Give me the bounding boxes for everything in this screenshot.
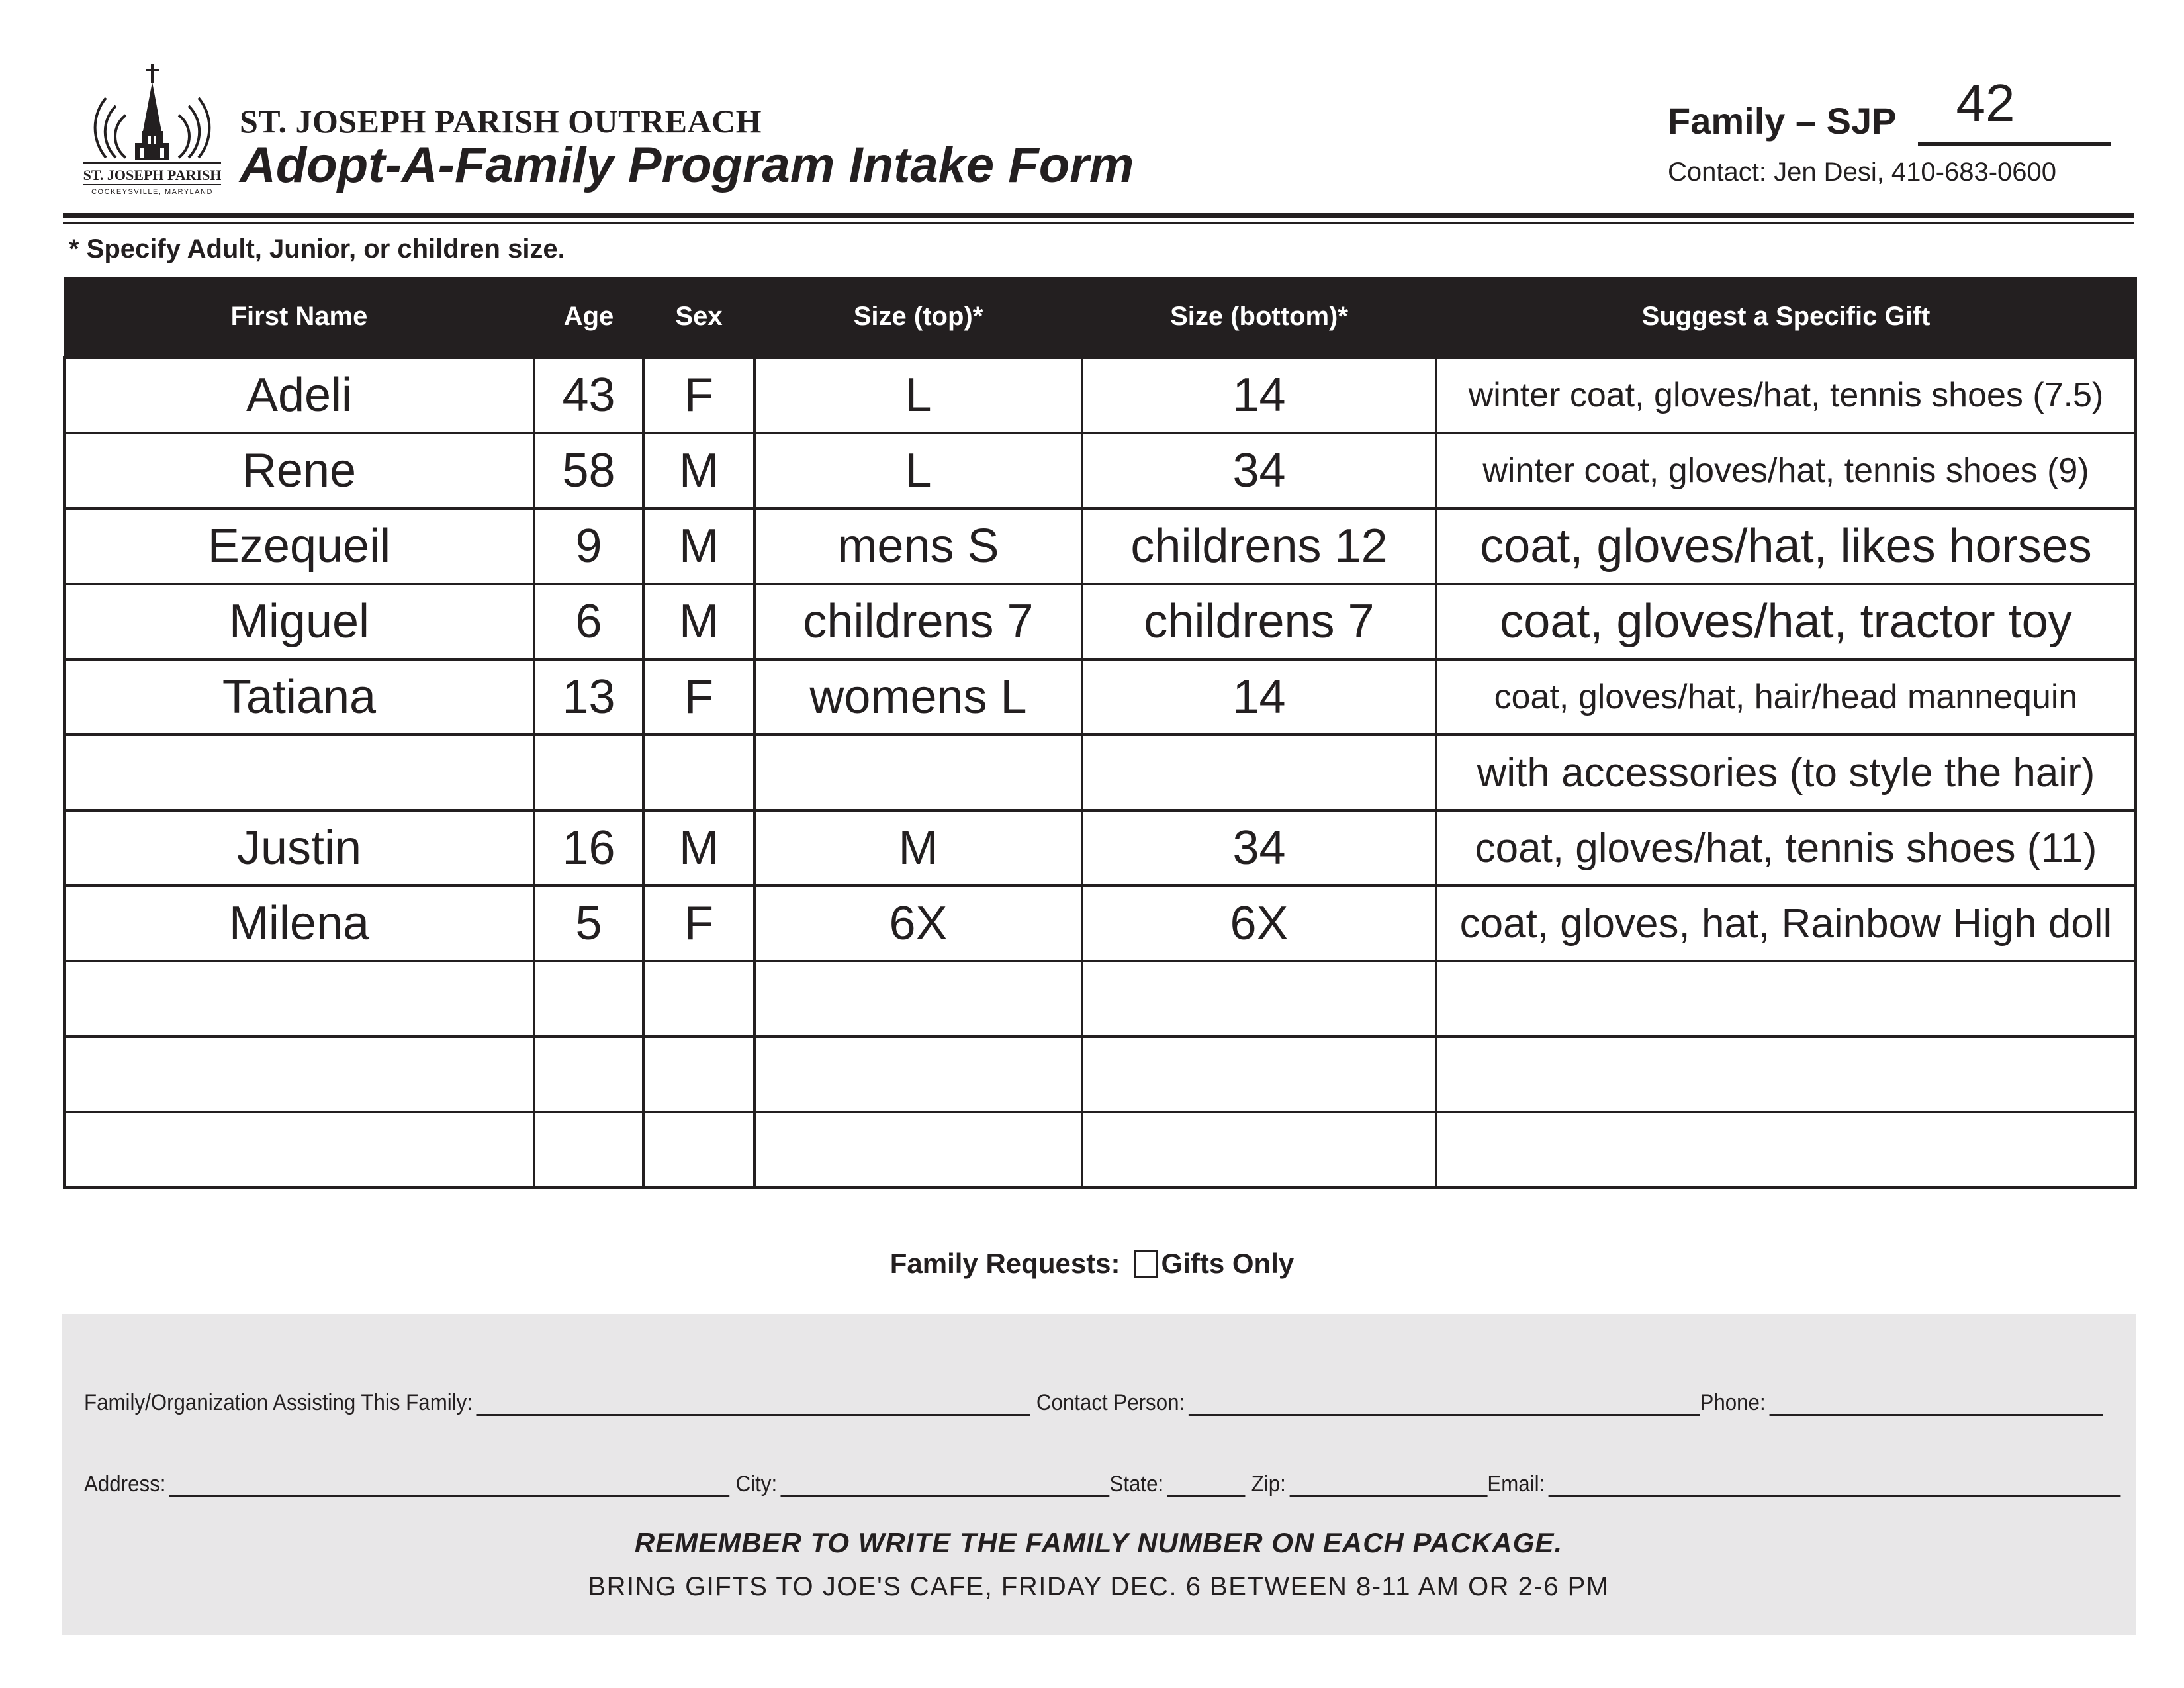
table-row [64,1037,2136,1112]
cell-age[interactable]: 6 [534,584,643,659]
cell-first-name[interactable] [64,735,534,810]
cell-size-bottom[interactable]: 6X [1082,886,1436,961]
cell-first-name[interactable]: Rene [64,433,534,508]
cell-size-top[interactable]: childrens 7 [754,584,1082,659]
cell-size-bottom[interactable]: 14 [1082,357,1436,433]
cell-age[interactable]: 13 [534,659,643,735]
cell-gift[interactable]: winter coat, gloves/hat, tennis shoes (9) [1436,433,2136,508]
cell-size-bottom[interactable]: childrens 7 [1082,584,1436,659]
cell-size-top[interactable]: L [754,433,1082,508]
cell-gift[interactable]: coat, gloves/hat, tractor toy [1436,584,2136,659]
cell-sex[interactable]: M [643,433,754,508]
cell-size-top[interactable] [754,1037,1082,1112]
cell-first-name[interactable]: Ezequeil [64,508,534,584]
column-header-size-bottom: Size (bottom)* [1082,277,1436,357]
cell-size-top[interactable] [754,1112,1082,1188]
cell-first-name[interactable] [64,961,534,1037]
cell-size-top[interactable]: womens L [754,659,1082,735]
cell-sex[interactable] [643,735,754,810]
cell-size-top[interactable] [754,961,1082,1037]
cell-age[interactable] [534,1112,643,1188]
cell-gift[interactable] [1436,1037,2136,1112]
cell-first-name[interactable]: Milena [64,886,534,961]
header-divider-thin [63,222,2134,224]
column-header-age: Age [534,277,643,357]
size-note: * Specify Adult, Junior, or children size. [69,234,565,263]
cell-age[interactable] [534,1037,643,1112]
cell-first-name[interactable] [64,1037,534,1112]
cell-gift[interactable] [1436,1112,2136,1188]
cell-first-name[interactable]: Tatiana [64,659,534,735]
phone-field[interactable] [1769,1391,2103,1416]
phone-label: Phone: [1700,1390,1766,1415]
cell-size-top[interactable] [754,735,1082,810]
address-field[interactable] [169,1473,729,1497]
family-number-line [1918,142,2111,146]
table-row [64,659,2136,735]
cell-size-top[interactable]: M [754,810,1082,886]
table-header-row [64,277,2136,357]
cell-gift[interactable] [1436,961,2136,1037]
form-title: Adopt-A-Family Program Intake Form [240,137,1134,193]
column-header-gift: Suggest a Specific Gift [1436,277,2136,357]
state-field[interactable] [1167,1473,1246,1497]
email-label: Email: [1487,1472,1545,1497]
family-label: Family – SJP [1668,100,1897,142]
cell-gift[interactable]: coat, gloves, hat, Rainbow High doll [1436,886,2136,961]
cell-size-bottom[interactable] [1082,735,1436,810]
cell-size-bottom[interactable]: 34 [1082,810,1436,886]
parish-logo [79,58,225,197]
cell-gift[interactable]: coat, gloves/hat, tennis shoes (11) [1436,810,2136,886]
table-row [64,433,2136,508]
cell-size-top[interactable]: L [754,357,1082,433]
cell-sex[interactable]: M [643,810,754,886]
table-row [64,357,2136,433]
gifts-only-checkbox[interactable] [1134,1250,1158,1278]
cell-age[interactable] [534,735,643,810]
column-header-sex: Sex [643,277,754,357]
family-requests-label: Family Requests: [889,1248,1120,1279]
header-divider [63,213,2134,218]
table-row [64,735,2136,810]
email-field[interactable] [1549,1473,2121,1497]
cell-gift[interactable]: coat, gloves/hat, likes horses [1436,508,2136,584]
cell-age[interactable]: 43 [534,357,643,433]
cell-age[interactable]: 9 [534,508,643,584]
assisting-field[interactable] [476,1391,1030,1416]
zip-label: Zip: [1251,1472,1286,1497]
contact-person-field[interactable] [1189,1391,1700,1416]
cell-sex[interactable]: M [643,584,754,659]
column-header-first-name: First Name [64,277,534,357]
column-header-size-top: Size (top)* [754,277,1082,357]
drop-off-text: BRING GIFTS TO JOE'S CAFE, FRIDAY DEC. 6 BETWEEN 8-11 AM OR 2-6 PM [588,1572,1610,1601]
org-name: ST. JOSEPH PARISH OUTREACH [240,103,762,140]
cell-age[interactable]: 16 [534,810,643,886]
family-number-field[interactable]: 42 [1956,73,2015,132]
cell-sex[interactable] [643,1112,754,1188]
cell-gift[interactable]: coat, gloves/hat, hair/head mannequin [1436,659,2136,735]
gifts-only-label: Gifts Only [1161,1248,1295,1279]
cell-size-top[interactable]: mens S [754,508,1082,584]
logo-location: COCKEYSVILLE, MARYLAND [91,188,213,196]
city-field[interactable] [781,1473,1110,1497]
family-requests [0,1248,2184,1280]
assisting-family-panel [62,1314,2136,1635]
table-row [64,810,2136,886]
cell-first-name[interactable]: Justin [64,810,534,886]
table-row [64,508,2136,584]
table-row [64,584,2136,659]
zip-field[interactable] [1289,1473,1487,1497]
cell-size-top[interactable]: 6X [754,886,1082,961]
cell-size-bottom[interactable] [1082,1037,1436,1112]
state-label: State: [1109,1472,1164,1497]
assisting-label: Family/Organization Assisting This Family: [84,1390,473,1415]
table-row [64,1112,2136,1188]
address-label: Address: [84,1472,166,1497]
cell-sex[interactable] [643,1037,754,1112]
table-row [64,961,2136,1037]
cell-first-name[interactable] [64,1112,534,1188]
cell-sex[interactable]: F [643,886,754,961]
cell-sex[interactable]: M [643,508,754,584]
cell-size-bottom[interactable]: 34 [1082,433,1436,508]
cell-age[interactable] [534,961,643,1037]
cell-gift[interactable]: with accessories (to style the hair) [1436,735,2136,810]
cell-sex[interactable]: F [643,659,754,735]
cell-size-bottom[interactable] [1082,1112,1436,1188]
city-label: City: [735,1472,778,1497]
cell-first-name[interactable]: Miguel [64,584,534,659]
cell-age[interactable]: 58 [534,433,643,508]
contact-info: Contact: Jen Desi, 410-683-0600 [1668,158,2057,187]
cell-first-name[interactable]: Adeli [64,357,534,433]
contact-person-label: Contact Person: [1036,1390,1185,1415]
table-row [64,886,2136,961]
cell-gift[interactable]: winter coat, gloves/hat, tennis shoes (7.5) [1436,357,2136,433]
reminder-text: REMEMBER TO WRITE THE FAMILY NUMBER ON EACH PACKAGE. [634,1527,1563,1558]
cell-size-bottom[interactable]: childrens 12 [1082,508,1436,584]
assisting-row-2 [84,1472,2127,1497]
assisting-row-1 [84,1390,2109,1416]
logo-name: ST. JOSEPH PARISH [83,167,222,183]
cell-sex[interactable] [643,961,754,1037]
cell-size-bottom[interactable]: 14 [1082,659,1436,735]
cell-age[interactable]: 5 [534,886,643,961]
cell-sex[interactable]: F [643,357,754,433]
cell-size-bottom[interactable] [1082,961,1436,1037]
intake-table [63,277,2137,1189]
